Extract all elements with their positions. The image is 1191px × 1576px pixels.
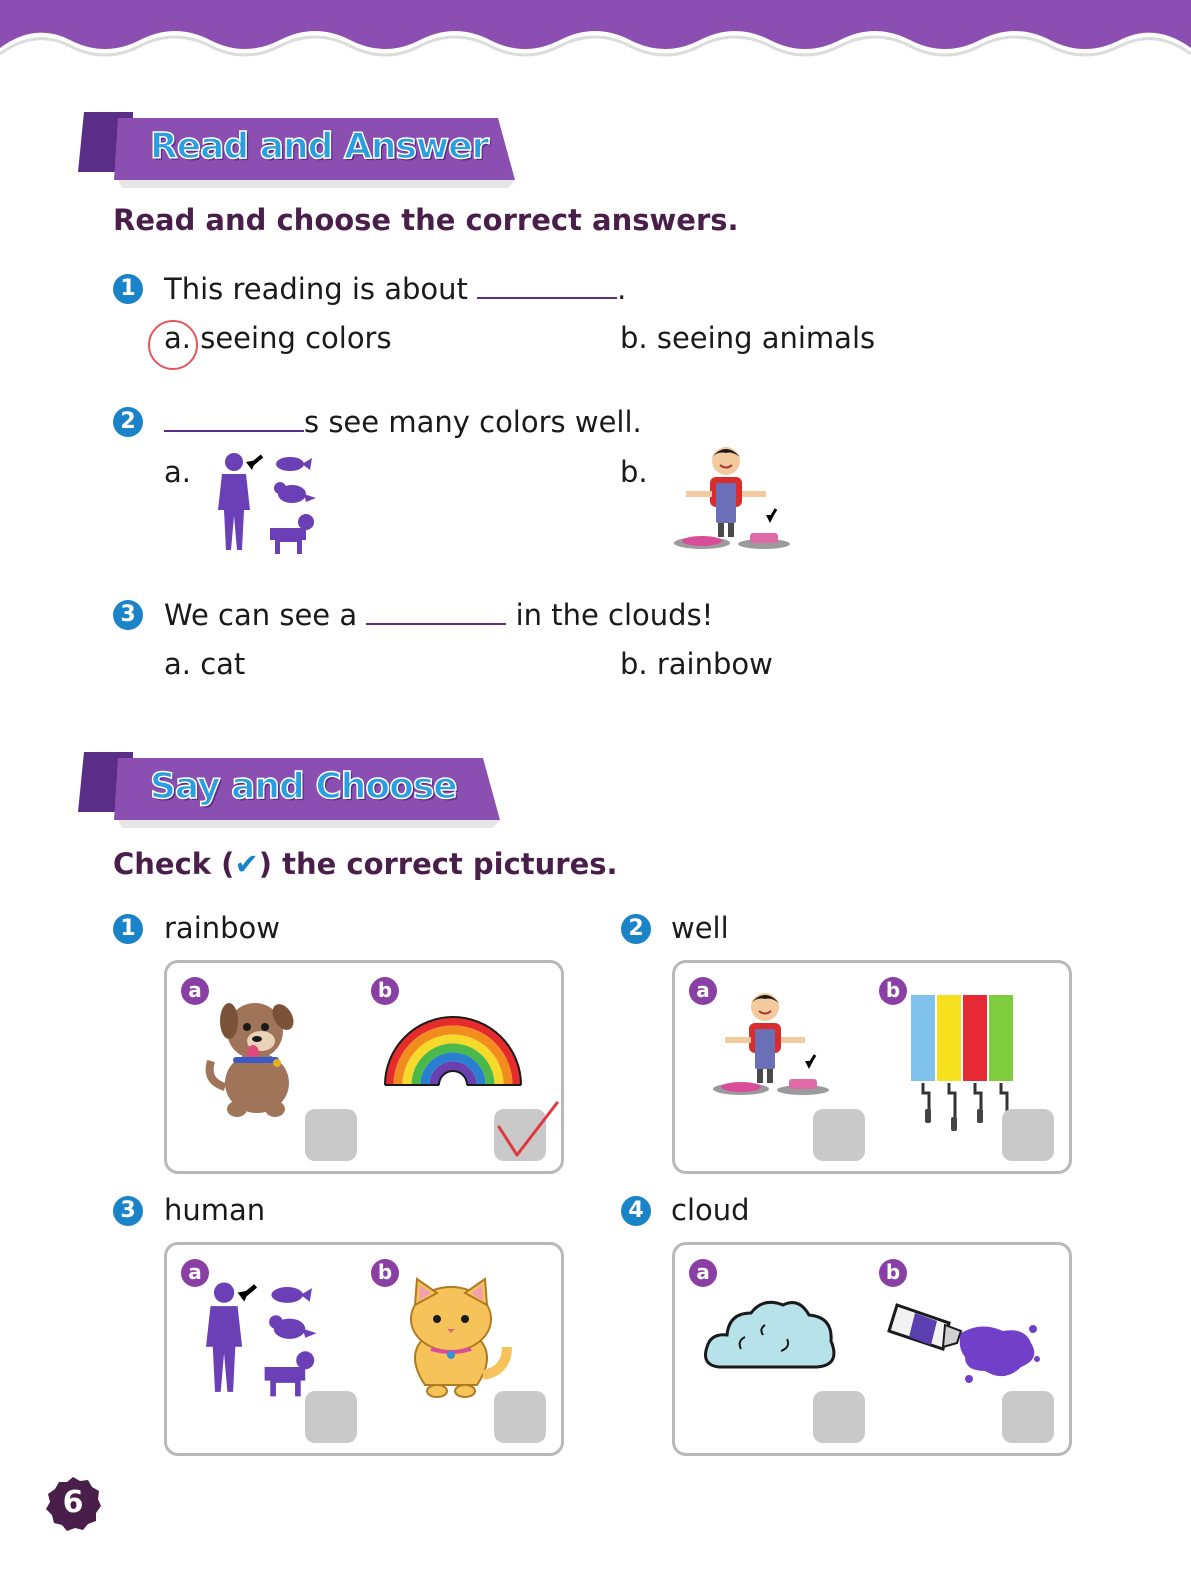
option-1a[interactable]: [164, 321, 392, 355]
question-3-text-before: We can see a: [164, 598, 358, 632]
item-word-2: well: [671, 911, 729, 945]
instruction-after: ) the correct pictures.: [258, 847, 618, 881]
picture-card-2: [672, 960, 1072, 1174]
tag-a: a: [689, 1259, 717, 1287]
instruction-before: Check (: [113, 847, 235, 881]
question-number-1: 1: [113, 274, 143, 304]
item-number-1: 1: [113, 914, 143, 944]
answer-blank-3[interactable]: [366, 597, 506, 625]
top-wave-header: [0, 0, 1191, 70]
boy-with-paint-icon: [711, 989, 833, 1105]
question-1-text-before: This reading is about: [164, 272, 468, 306]
option-3a[interactable]: [164, 647, 245, 681]
item-word-1: rainbow: [164, 911, 280, 945]
rainbow-icon: [383, 1005, 523, 1087]
tag-b: b: [371, 1259, 399, 1287]
option-text-b: seeing animals: [656, 321, 876, 355]
option-label-b: b.: [620, 647, 648, 681]
section1-instruction: Read and choose the correct answers.: [113, 203, 739, 237]
tag-a: a: [689, 977, 717, 1005]
picture-card-3: [164, 1242, 564, 1456]
picture-card-4: [672, 1242, 1072, 1456]
option-text-b: rainbow: [656, 647, 773, 681]
item-number-4: 4: [621, 1196, 651, 1226]
paint-rollers-icon: [909, 993, 1019, 1133]
tag-a: a: [181, 977, 209, 1005]
answer-blank-2[interactable]: [164, 404, 304, 432]
item-word-3: human: [164, 1193, 266, 1227]
section1-title: Read and Answer: [150, 126, 489, 167]
option-label-a: a.: [164, 321, 191, 355]
checkbox-3a[interactable]: [305, 1391, 357, 1443]
question-1-text-after: .: [617, 272, 627, 306]
cloud-icon: [701, 1295, 841, 1375]
paint-tube-icon: [885, 1301, 1041, 1385]
tag-a: a: [181, 1259, 209, 1287]
boy-with-paint-icon[interactable]: [672, 443, 794, 559]
question-3-text: [164, 597, 713, 632]
option-label-b: b.: [620, 321, 648, 355]
section2-title: Say and Choose: [150, 766, 457, 807]
section2-instruction: [113, 847, 618, 881]
tag-b: b: [879, 1259, 907, 1287]
red-check-mark-icon: [493, 1099, 563, 1161]
page-number: 6: [62, 1485, 84, 1520]
question-2-text: [164, 404, 642, 439]
checkbox-4b[interactable]: [1002, 1391, 1054, 1443]
question-1-text: [164, 271, 626, 306]
checkbox-2a[interactable]: [813, 1109, 865, 1161]
dog-icon: [197, 991, 307, 1121]
checkbox-3b[interactable]: [494, 1391, 546, 1443]
checkbox-2b[interactable]: [1002, 1109, 1054, 1161]
question-number-3: 3: [113, 600, 143, 630]
option-3b[interactable]: [620, 647, 773, 681]
question-2-text-after: s see many colors well.: [304, 405, 642, 439]
option-2b-label: b.: [620, 455, 648, 489]
picture-card-1: [164, 960, 564, 1174]
tag-b: b: [879, 977, 907, 1005]
item-number-3: 3: [113, 1196, 143, 1226]
item-word-4: cloud: [671, 1193, 750, 1227]
option-2a-label: a.: [164, 455, 191, 489]
human-animals-silhouette-icon: [197, 1275, 321, 1405]
option-1b[interactable]: [620, 321, 875, 355]
item-number-2: 2: [621, 914, 651, 944]
option-label-a: a.: [164, 647, 191, 681]
checkbox-4a[interactable]: [813, 1391, 865, 1443]
tag-b: b: [371, 977, 399, 1005]
question-3-text-after: in the clouds!: [515, 598, 714, 632]
answer-blank-1[interactable]: [477, 271, 617, 299]
check-mark-icon: ✔: [234, 847, 259, 881]
option-text-a: cat: [200, 647, 246, 681]
human-animals-silhouette-icon[interactable]: [210, 450, 320, 558]
cat-icon: [395, 1275, 515, 1407]
option-text-a: seeing colors: [200, 321, 392, 355]
checkbox-1a[interactable]: [305, 1109, 357, 1161]
question-number-2: 2: [113, 407, 143, 437]
